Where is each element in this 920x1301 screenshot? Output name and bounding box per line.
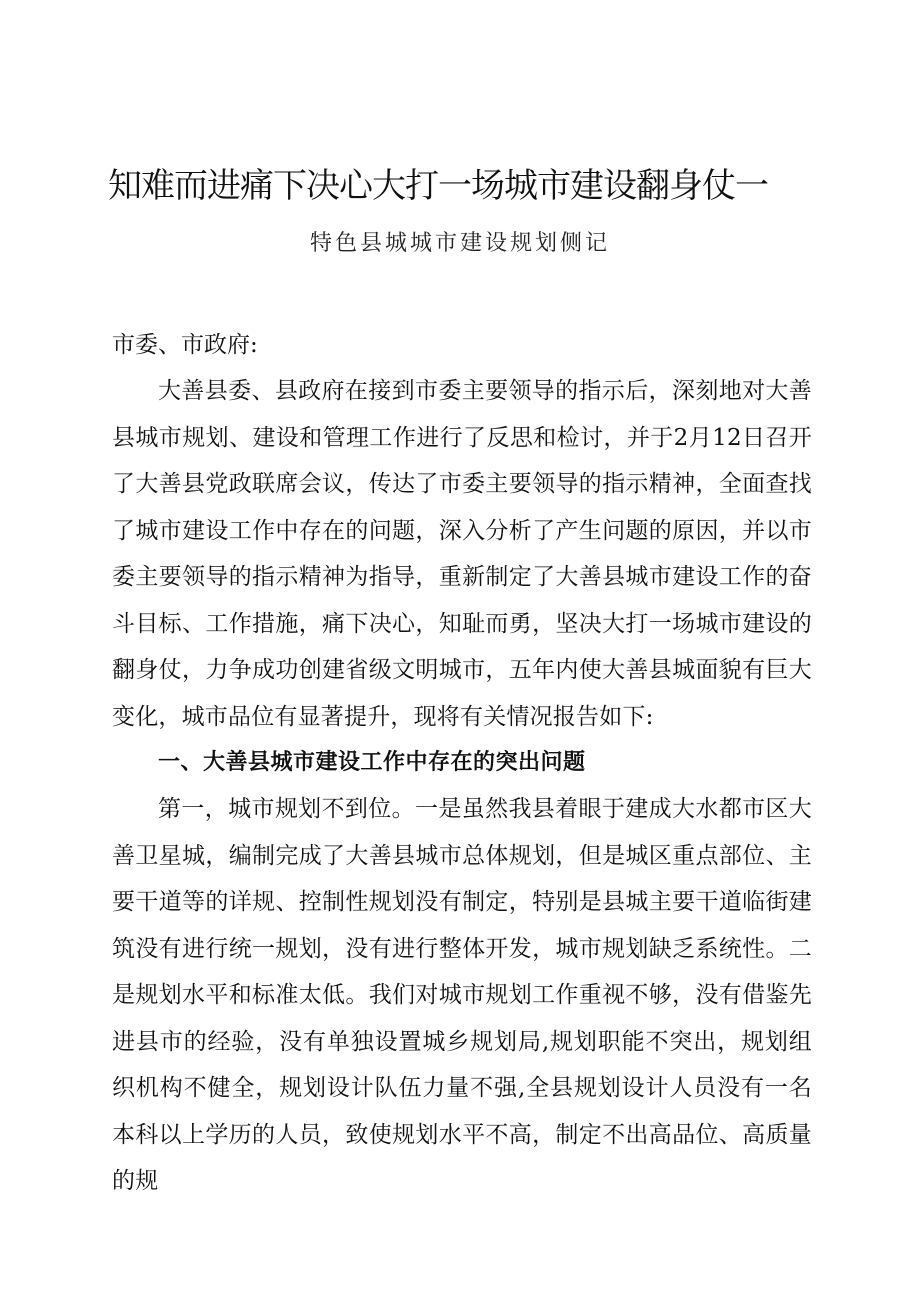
document-body [112, 322, 812, 1205]
salutation: 市委、市政府: [112, 332, 258, 358]
paragraph-1: 第一，城市规划不到位。一是虽然我县着眼于建成大水都市区大善卫星城，编制完成了大善县城市总体规划，但是城区重点部位、主要干道等的详规、控制性规划没有制定，特别是县城主要干道临街建筑没有进行统一规划，没有进行整体开发，城市规划缺乏系统性。二是规划水平和标准太低。我们对城市规划工作重视不够，没有借鉴先进县市的经验，没有单独设置城乡规划局,规划职能不突出，规划组织机构不健全，规划设计队伍力量不强,全县规划设计人员没有一名本科以上学历的人员，致使规划水平不高，制定不出高品位、高质量的规 [112, 796, 812, 1194]
document-title: 知难而进痛下决心大打一场城市建设翻身仗一 [108, 166, 768, 206]
paragraph-intro: 大善县委、县政府在接到市委主要领导的指示后，深刻地对大善县城市规划、建设和管理工作进行了反思和检讨，并于2月12日召开了大善县党政联席会议，传达了市委主要领导的指示精神，全面查找了城市建设工作中存在的问题，深入分析了产生问题的原因，并以市委主要领导的指示精神为指导，重新制定了大善县城市建设工作的奋斗目标、工作措施，痛下决心，知耻而勇，坚决大打一场城市建设的翻身仗，力争成功创建省级文明城市，五年内使大善县城面貌有巨大变化，城市品位有显著提升，现将有关情况报告如下: [112, 378, 812, 730]
section-heading-1: 一、大善县城市建设工作中存在的突出问题 [158, 750, 586, 775]
document-subtitle: 特色县城城市建设规划侧记 [309, 231, 610, 256]
